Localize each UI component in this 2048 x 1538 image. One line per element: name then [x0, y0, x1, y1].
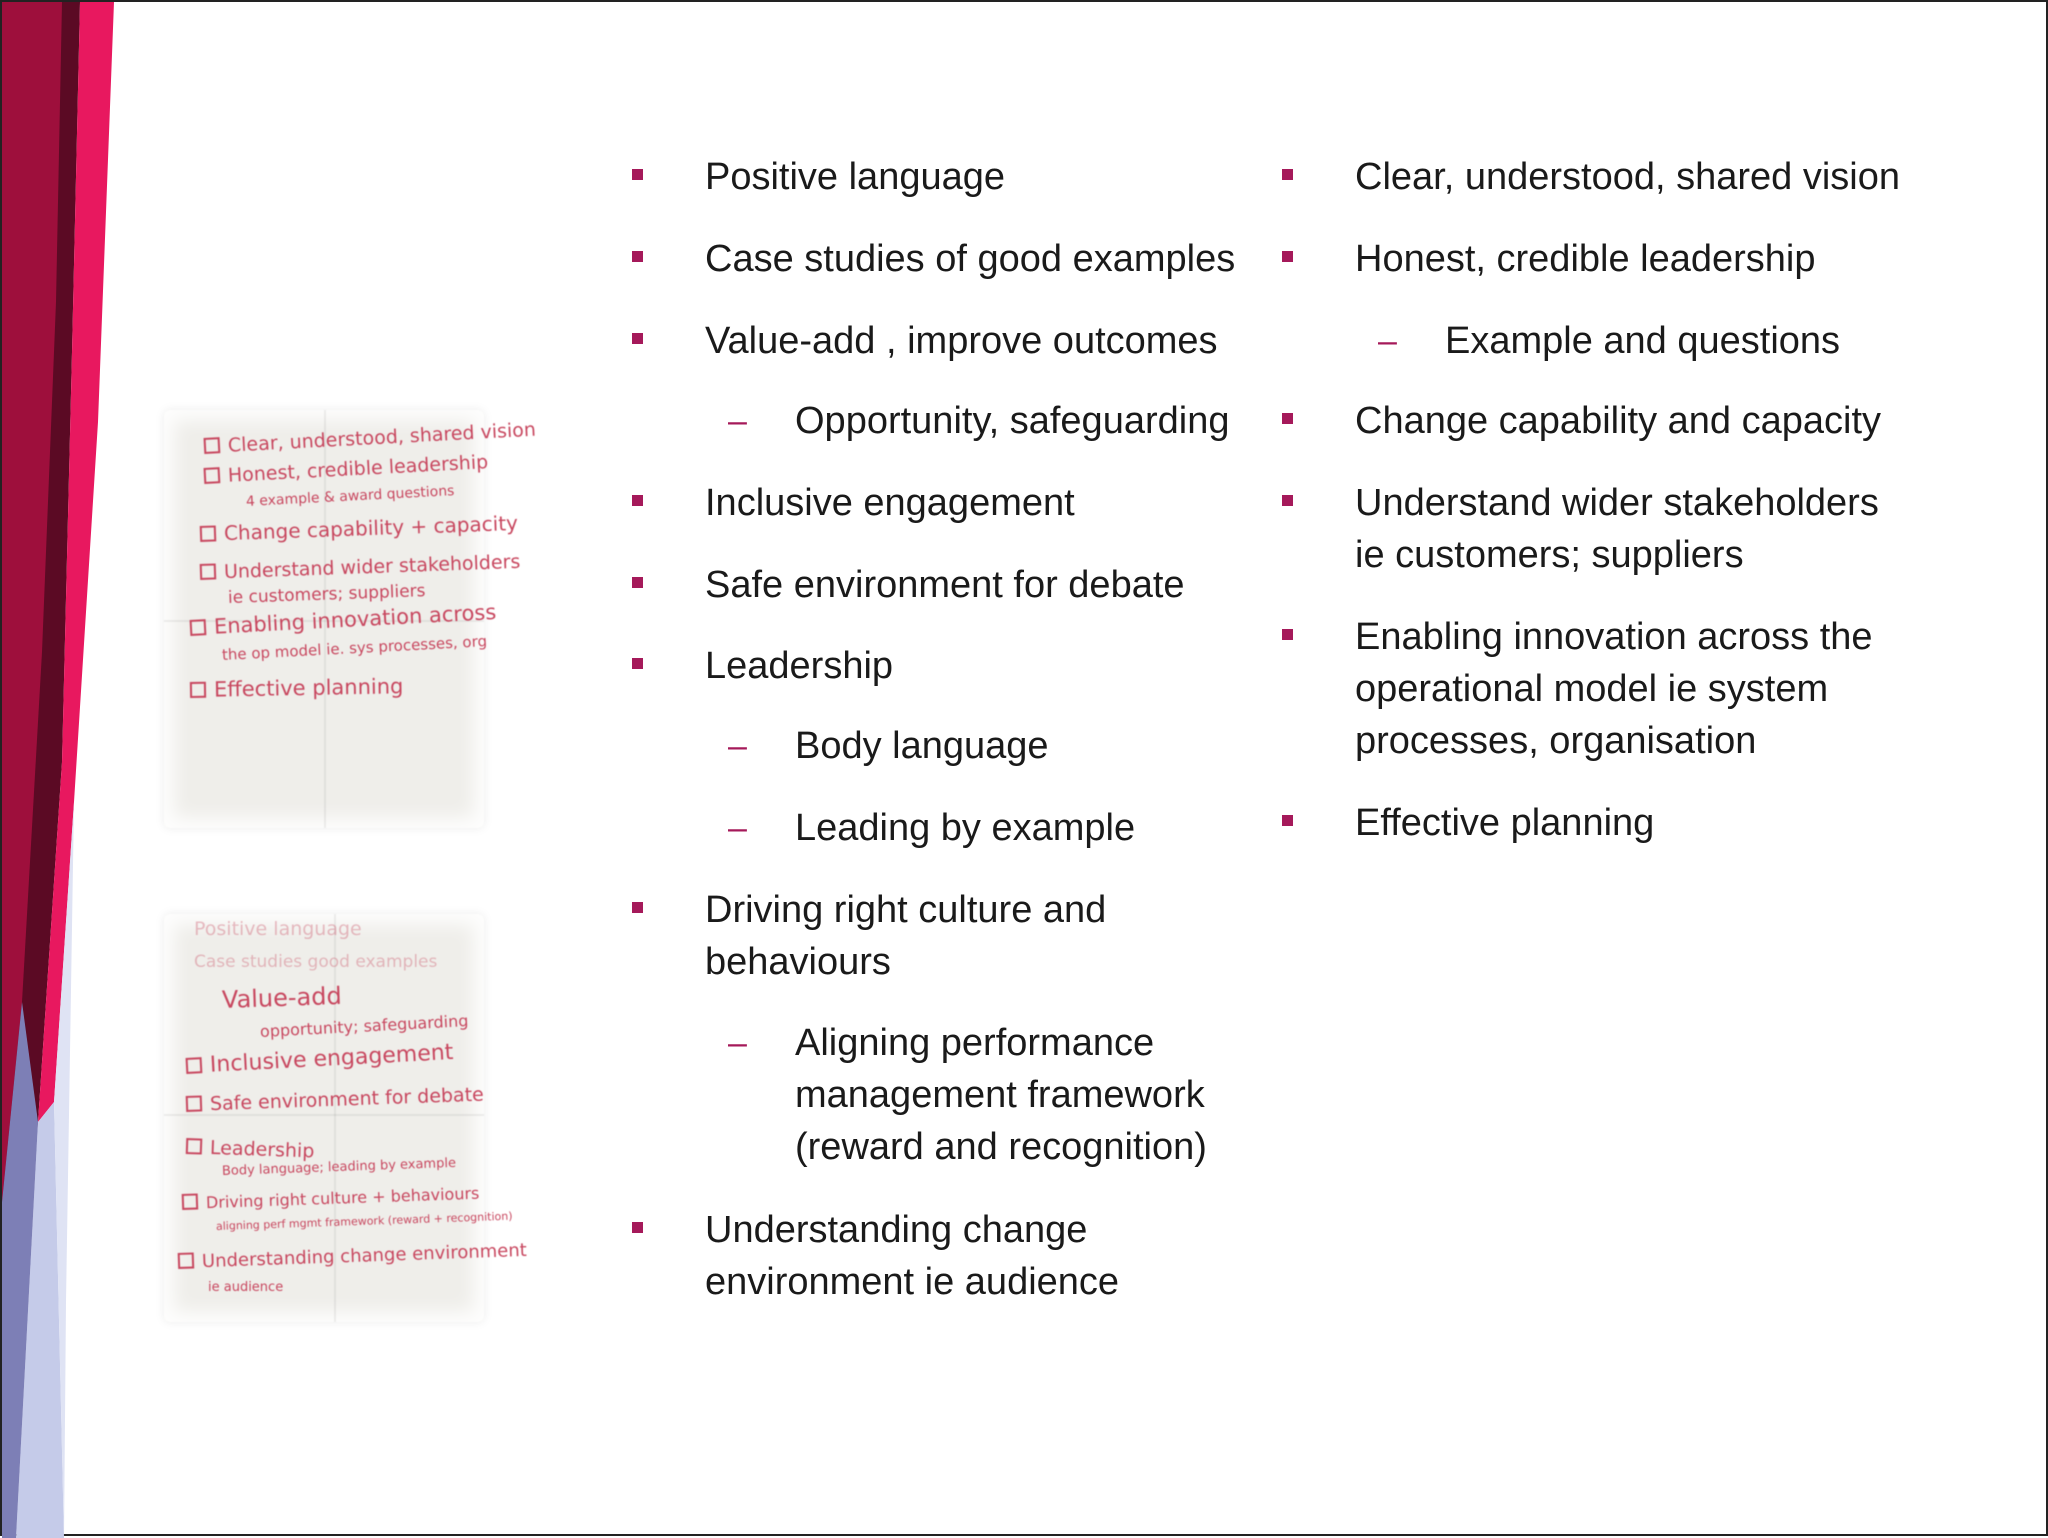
- handwritten-line: Body language; leading by example: [221, 1155, 457, 1179]
- bullet-icon: [632, 902, 643, 913]
- bullet-icon: [632, 658, 643, 669]
- handwritten-line: Honest, credible leadership: [203, 451, 488, 488]
- list-item-continuation: processes, organisation: [1355, 720, 1757, 762]
- list-item-continuation: operational model ie system: [1355, 668, 1829, 710]
- handwritten-line: ie audience: [208, 1280, 284, 1295]
- bullet-icon: [632, 1222, 643, 1233]
- handwritten-line: the op model ie. sys processes, org: [221, 632, 488, 664]
- bullet-icon: [1282, 169, 1293, 180]
- list-item: Leadership: [705, 645, 894, 687]
- dash-icon: –: [1378, 322, 1397, 360]
- handwritten-line: Effective planning: [190, 674, 404, 702]
- handwritten-line: aligning perf mgmt framework (reward + recognition): [215, 1209, 513, 1233]
- bullet-icon: [632, 333, 643, 344]
- list-subitem: Example and questions: [1445, 320, 1841, 362]
- list-item: Clear, understood, shared vision: [1355, 156, 1900, 198]
- list-item: Honest, credible leadership: [1355, 238, 1816, 280]
- list-subitem: Opportunity, safeguarding: [795, 400, 1230, 442]
- list-item-continuation: behaviours: [705, 941, 891, 983]
- bullet-icon: [632, 577, 643, 588]
- handwritten-line: Inclusive engagement: [185, 1040, 454, 1079]
- dash-icon: –: [728, 402, 747, 440]
- handwritten-line: Clear, understood, shared vision: [203, 419, 536, 458]
- handwritten-line: Safe environment for debate: [186, 1084, 485, 1116]
- handwritten-line: Change capability + capacity: [200, 511, 519, 546]
- handwritten-line: Understand wider stakeholders: [200, 551, 521, 584]
- list-item: Positive language: [705, 156, 1005, 198]
- bullet-icon: [1282, 815, 1293, 826]
- bullet-icon: [632, 169, 643, 180]
- bullet-icon: [632, 251, 643, 262]
- list-subitem: Body language: [795, 725, 1049, 767]
- list-item: Driving right culture and: [705, 889, 1107, 931]
- handwritten-line: opportunity; safeguarding: [259, 1011, 469, 1041]
- list-item: Enabling innovation across the: [1355, 616, 1873, 658]
- dash-icon: –: [728, 727, 747, 765]
- list-item-continuation: environment ie audience: [705, 1261, 1120, 1303]
- bullet-icon: [1282, 413, 1293, 424]
- handwritten-line: 4 example & award questions: [245, 483, 455, 510]
- handwritten-line: ie customers; suppliers: [227, 581, 426, 608]
- handwritten-line: Understanding change environment: [178, 1240, 527, 1273]
- list-item: Effective planning: [1355, 802, 1655, 844]
- list-item: Inclusive engagement: [705, 482, 1075, 524]
- handwritten-line: Enabling innovation across: [189, 600, 496, 640]
- list-item: Case studies of good examples: [705, 238, 1236, 280]
- list-item: Understand wider stakeholders: [1355, 482, 1879, 524]
- flipchart-photo-bottom: [164, 914, 528, 1322]
- list-item: Understanding change: [705, 1209, 1088, 1251]
- decorative-side-stripes: [2, 2, 132, 1538]
- flipchart-photo-top: [164, 410, 537, 828]
- handwritten-line: Leadership: [186, 1136, 315, 1162]
- list-subitem-continuation: (reward and recognition): [795, 1126, 1207, 1168]
- list-subitem-continuation: management framework: [795, 1074, 1205, 1116]
- dash-icon: –: [728, 1024, 747, 1062]
- bullet-icon: [1282, 629, 1293, 640]
- list-item: Safe environment for debate: [705, 564, 1185, 606]
- list-item: Value-add , improve outcomes: [705, 320, 1218, 362]
- bullet-icon: [632, 495, 643, 506]
- bullet-icon: [1282, 251, 1293, 262]
- list-item: Change capability and capacity: [1355, 400, 1882, 442]
- handwritten-line: Value-add: [221, 981, 343, 1014]
- handwritten-line: Driving right culture + behaviours: [182, 1184, 480, 1213]
- handwritten-line: Positive language: [194, 918, 362, 940]
- list-subitem: Aligning performance: [795, 1022, 1155, 1064]
- dash-icon: –: [728, 809, 747, 847]
- list-subitem: Leading by example: [795, 807, 1136, 849]
- handwritten-line: Case studies good examples: [194, 952, 438, 972]
- list-item-continuation: ie customers; suppliers: [1355, 534, 1744, 576]
- bullet-icon: [1282, 495, 1293, 506]
